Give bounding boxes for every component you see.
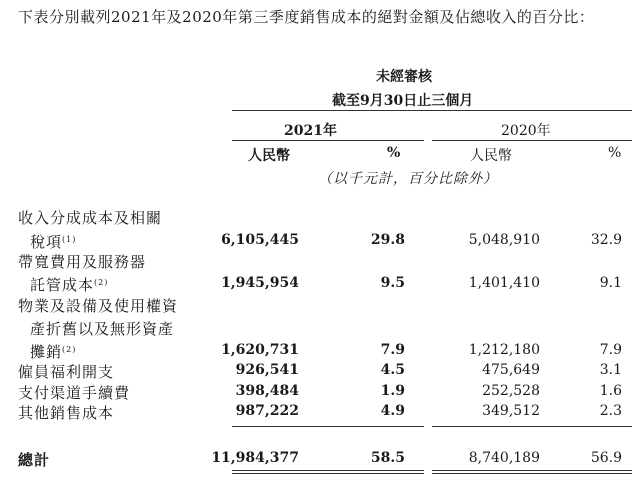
row-1-pct-2021: 9.5 (380, 275, 405, 291)
row-4-label: 支付渠道手續費 (18, 384, 131, 402)
row-0-pct-2020: 32.9 (590, 232, 622, 248)
row-5-pct-2021: 4.9 (380, 403, 405, 419)
header-year-2021: 2021年 (284, 123, 337, 139)
row-5-value-2021: 987,222 (235, 403, 299, 419)
row-3-value-2021: 926,541 (235, 362, 299, 378)
row-1-label-line-1: 託管成本$^{(2)}$ (30, 276, 109, 294)
row-3-label: 僱員福利開支 (18, 363, 115, 381)
row-2-value-2021: 1,620,731 (221, 342, 299, 358)
row-0-label-line-0: 收入分成成本及相關 (18, 209, 163, 227)
row-1-pct-2020: 9.1 (599, 275, 622, 291)
row-3-pct-2021: 4.5 (380, 362, 405, 378)
row-1-footnote: (2) (94, 278, 109, 287)
total-rule-bottom-2020-a (432, 470, 632, 471)
row-2-pct-2020: 7.9 (599, 342, 622, 358)
header-period: 截至9月30日止三個月 (332, 93, 474, 109)
header-rule-period (232, 110, 632, 111)
total-pct-2020: 56.9 (590, 450, 622, 466)
header-rule-2020 (432, 140, 632, 141)
row-5-value-2020: 349,512 (482, 403, 540, 419)
row-4-value-2021: 398,484 (235, 383, 299, 399)
row-1-value-2021: 1,945,954 (221, 275, 299, 291)
row-2-label-line-1: 產折舊以及無形資產 (30, 320, 175, 338)
total-rule-top-2020 (432, 426, 632, 427)
total-rule-bottom-2021-b (232, 473, 424, 474)
header-year-2020: 2020年 (501, 123, 551, 139)
row-0-value-2020: 5,048,910 (468, 232, 540, 248)
header-rmb-2020: 人民幣 (470, 148, 512, 164)
row-4-pct-2020: 1.6 (599, 383, 622, 399)
header-rule-2021 (232, 140, 424, 141)
total-value-2021: 11,984,377 (211, 450, 299, 466)
total-pct-2021: 58.5 (370, 450, 405, 466)
header-unit-note: （以千元計，百分比除外） (318, 171, 498, 187)
row-0-footnote: (1) (62, 235, 77, 244)
row-4-value-2020: 252,528 (482, 383, 540, 399)
row-1-label-line-0: 帶寬費用及服務器 (18, 253, 147, 271)
row-1-value-2020: 1,401,410 (468, 275, 540, 291)
row-4-pct-2021: 1.9 (380, 383, 405, 399)
row-3-value-2020: 475,649 (482, 362, 540, 378)
row-0-label-line-1: 稅項$^{(1)}$ (30, 233, 77, 251)
header-rmb-2021: 人民幣 (248, 148, 290, 164)
row-2-label-line-2: 攤銷$^{(2)}$ (30, 343, 77, 361)
row-0-pct-2021: 29.8 (370, 232, 405, 248)
header-pct-2021: % (387, 145, 401, 161)
total-label: 總計 (18, 451, 51, 469)
total-rule-bottom-2021-a (232, 470, 424, 471)
total-value-2020: 8,740,189 (468, 450, 540, 466)
header-pct-2020: % (608, 145, 622, 161)
intro-paragraph: 下表分別載列2021年及2020年第三季度銷售成本的絕對金額及佔總收入的百分比： (18, 8, 595, 26)
row-0-value-2021: 6,105,445 (221, 232, 299, 248)
row-2-label-line-0: 物業及設備及使用權資 (18, 297, 179, 315)
total-rule-bottom-2020-b (432, 473, 632, 474)
row-2-footnote: (2) (62, 345, 77, 354)
row-5-label: 其他銷售成本 (18, 404, 115, 422)
total-rule-top-2021 (232, 426, 424, 427)
row-3-pct-2020: 3.1 (599, 362, 622, 378)
row-2-pct-2021: 7.9 (380, 342, 405, 358)
row-2-value-2020: 1,212,180 (468, 342, 540, 358)
header-unaudited: 未經審核 (376, 69, 432, 85)
row-5-pct-2020: 2.3 (599, 403, 622, 419)
